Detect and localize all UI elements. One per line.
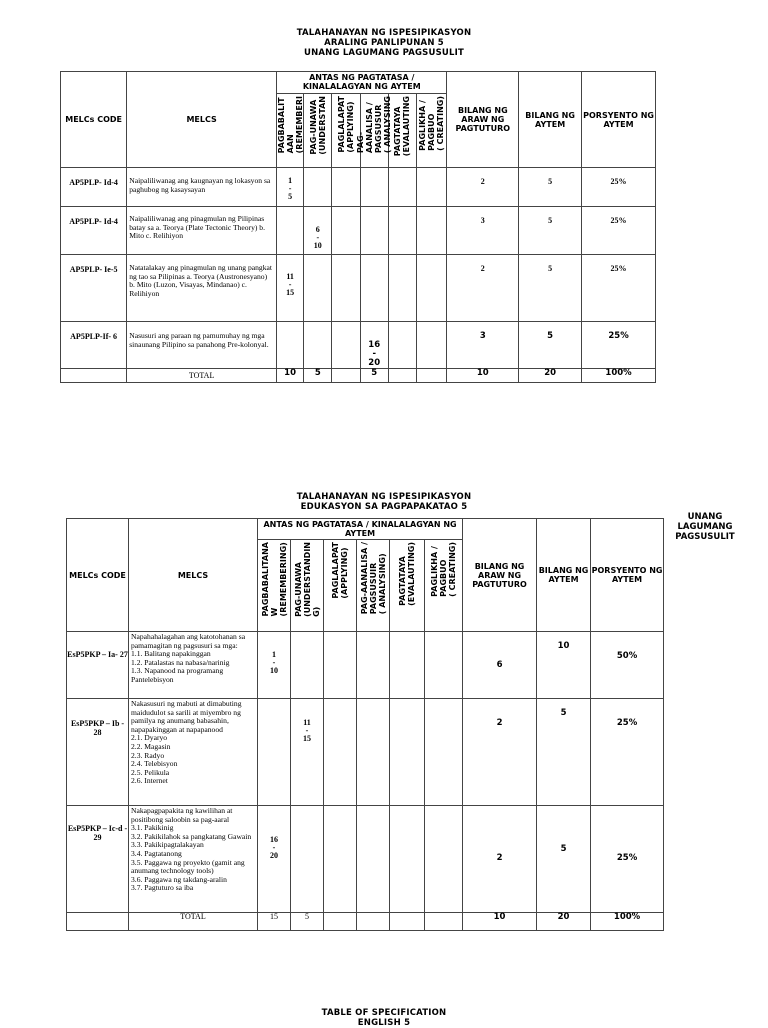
total-code-cell bbox=[67, 913, 129, 931]
total-row bbox=[67, 913, 664, 931]
item-range bbox=[357, 806, 390, 913]
item-range bbox=[291, 632, 324, 699]
bilang-aytem-value: 5 bbox=[537, 699, 591, 806]
melc-code: AP5PLP-If- 6 bbox=[61, 322, 127, 369]
header-level-remembering bbox=[258, 540, 291, 632]
item-range bbox=[360, 207, 388, 255]
table-row bbox=[61, 207, 656, 255]
item-range bbox=[324, 632, 357, 699]
item-range: 11 - 15 bbox=[277, 255, 304, 322]
melc-code: EsP5PKP – Ib - 28 bbox=[67, 699, 129, 806]
item-range: 11 - 15 bbox=[291, 699, 324, 806]
table-row bbox=[67, 632, 664, 699]
level-label: PAGLALAPAT (APPLYING) bbox=[331, 542, 349, 599]
bilang-araw-value: 3 bbox=[447, 207, 519, 255]
header-level-analysing bbox=[356, 94, 393, 168]
porsyento-value: 25% bbox=[591, 806, 664, 913]
total-level: 5 bbox=[360, 369, 388, 383]
item-range bbox=[425, 806, 463, 913]
header-level-remembering bbox=[277, 94, 304, 168]
melc-code: AP5PLP- Id-4 bbox=[61, 168, 127, 207]
header-level-creating bbox=[417, 94, 447, 168]
porsyento-value: 25% bbox=[582, 255, 656, 322]
header-level-evaluating bbox=[388, 94, 416, 168]
header-bilang-aytem: BILANG NG AYTEM bbox=[519, 72, 582, 168]
porsyento-value: 25% bbox=[582, 207, 656, 255]
item-range bbox=[417, 168, 447, 207]
table1-title-line: UNANG LAGUMANG PAGSUSULIT bbox=[303, 48, 465, 58]
melc-description: Natatalakay ang pinagmulan ng unang pangkat ng tao sa Pilipinas a. Teorya (Austronesyano) b. Mito (Luzon, Visayas, Mindanao) c. Relihiyon bbox=[127, 255, 277, 322]
item-range bbox=[332, 207, 360, 255]
header-bilang-aytem: BILANG NG AYTEM bbox=[537, 519, 591, 632]
table1-title-line: TALAHANAYAN NG ISPESIPIKASYON bbox=[296, 28, 472, 38]
bilang-aytem-value: 5 bbox=[519, 255, 582, 322]
total-label: TOTAL bbox=[127, 369, 277, 383]
total-araw: 10 bbox=[447, 369, 519, 383]
porsyento-value: 50% bbox=[591, 632, 664, 699]
header-melcs: MELCS bbox=[129, 519, 258, 632]
header-level-applying bbox=[324, 540, 357, 632]
porsyento-value: 25% bbox=[582, 168, 656, 207]
item-range bbox=[388, 255, 416, 322]
total-aytem: 20 bbox=[519, 369, 582, 383]
table1-title bbox=[0, 28, 768, 58]
table2-title bbox=[0, 492, 768, 512]
total-level: 5 bbox=[291, 913, 324, 931]
melc-code: EsP5PKP – Ia- 27 bbox=[67, 632, 129, 699]
header-melcs-code: MELCs CODE bbox=[67, 519, 129, 632]
total-porsyento: 100% bbox=[591, 913, 664, 931]
item-range bbox=[388, 322, 416, 369]
bilang-aytem-value: 10 bbox=[537, 632, 591, 699]
header-antas: ANTAS NG PAGTATASA / KINALALAGYAN NG AYTEM bbox=[258, 519, 463, 540]
item-range: 16 - 20 bbox=[360, 322, 388, 369]
item-range bbox=[390, 806, 425, 913]
item-range bbox=[388, 207, 416, 255]
total-level: 5 bbox=[304, 369, 332, 383]
table1-title-line: ARALING PANLIPUNAN 5 bbox=[324, 38, 444, 48]
level-label: PAGTATAYA (EVALAUTING bbox=[393, 96, 412, 157]
total-label: TOTAL bbox=[129, 913, 258, 931]
total-code-cell bbox=[61, 369, 127, 383]
total-araw: 10 bbox=[463, 913, 537, 931]
porsyento-value: 25% bbox=[591, 699, 664, 806]
total-level bbox=[324, 913, 357, 931]
melc-description: Naipaliliwanag ang kaugnayan ng lokasyon sa paghubog ng kasaysayan bbox=[127, 168, 277, 207]
table3-title bbox=[0, 1008, 768, 1028]
bilang-araw-value: 6 bbox=[463, 632, 537, 699]
melc-code: AP5PLP- Id-4 bbox=[61, 207, 127, 255]
specification-table-araling-panlipunan bbox=[60, 71, 656, 383]
table3-title-line: ENGLISH 5 bbox=[357, 1018, 411, 1028]
level-label: PAG- AANALISA / PAGSUSUR ( ANALYSING bbox=[356, 96, 393, 154]
level-label: PAGLIKHA / PAGBUO ( CREATING) bbox=[418, 96, 446, 151]
item-range bbox=[324, 699, 357, 806]
header-level-understanding bbox=[291, 540, 324, 632]
header-porsyento: PORSYENTO NG AYTEM bbox=[582, 72, 656, 168]
item-range bbox=[388, 168, 416, 207]
item-range bbox=[357, 632, 390, 699]
item-range: 1 - 5 bbox=[277, 168, 304, 207]
total-level bbox=[390, 913, 425, 931]
side-label: UNANG LAGUMANG PAGSUSULIT bbox=[675, 512, 735, 542]
total-row bbox=[61, 369, 656, 383]
header-melcs: MELCS bbox=[127, 72, 277, 168]
melc-description: Napahahalagahan ang katotohanan sa pamamagitan ng pagsusuri sa mga: 1.1. Balitang napakinggan 1.2. Patalastas na nabasa/narinig 1.3. Napanood na programang Pantelebisyon bbox=[129, 632, 258, 699]
bilang-araw-value: 3 bbox=[447, 322, 519, 369]
total-level: 10 bbox=[277, 369, 304, 383]
total-level: 15 bbox=[258, 913, 291, 931]
header-bilang-araw: BILANG NG ARAW NG PAGTUTURO bbox=[463, 519, 537, 632]
total-aytem: 20 bbox=[537, 913, 591, 931]
table2-title-line: EDUKASYON SA PAGPAPAKATAO 5 bbox=[300, 502, 468, 512]
bilang-aytem-value: 5 bbox=[519, 322, 582, 369]
level-label: PAGBABALIT AAN (REMEMBERI bbox=[276, 96, 304, 154]
item-range bbox=[360, 255, 388, 322]
table-row bbox=[61, 168, 656, 207]
melc-description: Nakasusuri ng mabuti at dimabuting maidudulot sa sarili at miyembro ng pamilya ng anumang babasahin, napapakinggan at napapanood 2.1. Dyaryo 2.2. Magasin 2.3. Radyo 2.4. Telebisyon 2.5. Pelikula 2.6. Internet bbox=[129, 699, 258, 806]
table-row bbox=[67, 699, 664, 806]
specification-table-edukasyon-sa-pagpapakatao bbox=[66, 518, 664, 931]
item-range bbox=[390, 632, 425, 699]
header-level-creating bbox=[425, 540, 463, 632]
header-antas: ANTAS NG PAGTATASA / KINALALAGYAN NG AYTEM bbox=[277, 72, 447, 94]
bilang-araw-value: 2 bbox=[463, 699, 537, 806]
header-bilang-araw: BILANG NG ARAW NG PAGTUTURO bbox=[447, 72, 519, 168]
item-range bbox=[332, 168, 360, 207]
item-range bbox=[417, 322, 447, 369]
item-range: 16 - 20 bbox=[258, 806, 291, 913]
header-level-understanding bbox=[304, 94, 332, 168]
item-range bbox=[277, 207, 304, 255]
item-range bbox=[360, 168, 388, 207]
melc-description: Nakapagpapakita ng kawilihan at positibong saloobin sa pag-aaral 3.1. Pakikinig 3.2. Pakikilahok sa pangkatang Gawain 3.3. Pakikipagtalakayan 3.4. Pagtatanong 3.5. Paggawa ng proyekto (gamit ang anumang technology tools) 3.6. Paggawa ng takdang-aralin 3.7. Pagtuturo sa iba bbox=[129, 806, 258, 913]
level-label: PAG-UNAWA (UNDERSTANDIN G) bbox=[293, 542, 321, 617]
melc-code: EsP5PKP – Ic-d - 29 bbox=[67, 806, 129, 913]
melc-description: Nasusuri ang paraan ng pamumuhay ng mga sinaunang Pilipino sa panahong Pre-kolonyal. bbox=[127, 322, 277, 369]
total-level bbox=[357, 913, 390, 931]
melc-code: AP5PLP- Ie-5 bbox=[61, 255, 127, 322]
item-range bbox=[357, 699, 390, 806]
level-label: PAG-AANALISA / PAGSUSUIR ( ANALYSING) bbox=[359, 542, 387, 615]
item-range bbox=[417, 207, 447, 255]
bilang-araw-value: 2 bbox=[463, 806, 537, 913]
level-label: PAG-UNAWA (UNDERSTAN bbox=[308, 96, 327, 155]
bilang-aytem-value: 5 bbox=[537, 806, 591, 913]
total-porsyento: 100% bbox=[582, 369, 656, 383]
item-range bbox=[304, 322, 332, 369]
header-melcs-code: MELCs CODE bbox=[61, 72, 127, 168]
item-range bbox=[425, 632, 463, 699]
porsyento-value: 25% bbox=[582, 322, 656, 369]
item-range bbox=[425, 699, 463, 806]
item-range bbox=[332, 255, 360, 322]
header-level-analysing bbox=[357, 540, 390, 632]
item-range bbox=[324, 806, 357, 913]
table-row bbox=[61, 255, 656, 322]
total-level bbox=[425, 913, 463, 931]
item-range: 1 - 10 bbox=[258, 632, 291, 699]
header-porsyento: PORSYENTO NG AYTEM bbox=[591, 519, 664, 632]
item-range: 6 - 10 bbox=[304, 207, 332, 255]
level-label: PAGLIKHA / PAGBUO ( CREATING) bbox=[430, 542, 458, 597]
level-label: PAGTATAYA (EVALAUTING) bbox=[398, 542, 416, 606]
level-label: PAGLALAPAT (APPLYING) bbox=[337, 96, 355, 153]
item-range bbox=[277, 322, 304, 369]
bilang-araw-value: 2 bbox=[447, 255, 519, 322]
bilang-aytem-value: 5 bbox=[519, 207, 582, 255]
item-range bbox=[417, 255, 447, 322]
item-range bbox=[291, 806, 324, 913]
header-level-evaluating bbox=[390, 540, 425, 632]
bilang-araw-value: 2 bbox=[447, 168, 519, 207]
total-level bbox=[388, 369, 416, 383]
total-level bbox=[417, 369, 447, 383]
item-range bbox=[304, 255, 332, 322]
total-level bbox=[332, 369, 360, 383]
table2-title-line: TALAHANAYAN NG ISPESIPIKASYON bbox=[296, 492, 472, 502]
table3-title-line: TABLE OF SPECIFICATION bbox=[321, 1008, 447, 1018]
level-label: PAGBABALITANA W (REMEMBERING) bbox=[260, 542, 288, 617]
item-range bbox=[304, 168, 332, 207]
table-row bbox=[61, 322, 656, 369]
item-range bbox=[258, 699, 291, 806]
table-row bbox=[67, 806, 664, 913]
item-range bbox=[390, 699, 425, 806]
bilang-aytem-value: 5 bbox=[519, 168, 582, 207]
melc-description: Naipaliliwanag ang pinagmulan ng Pilipinas batay sa a. Teorya (Plate Tectonic Theory) b. Mito c. Relihiyon bbox=[127, 207, 277, 255]
item-range bbox=[332, 322, 360, 369]
